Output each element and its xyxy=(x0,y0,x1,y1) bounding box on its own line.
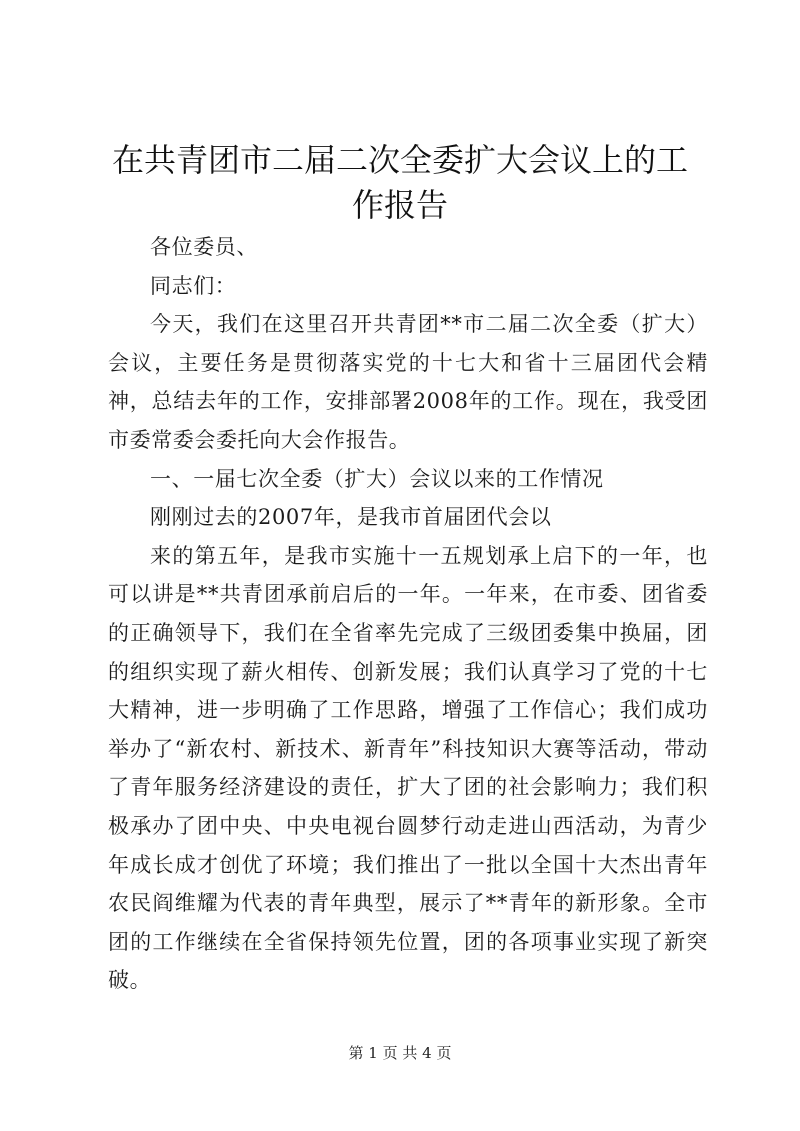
section-heading: 一、一届七次全委（扩大）会议以来的工作情况 xyxy=(150,466,604,491)
document-title: 在共青团市二届二次全委扩大会议上的工作报告 xyxy=(111,141,688,224)
body-paragraph: 来的第五年，是我市实施十一五规划承上启下的一年，也可以讲是**共青团承前启后的一年。一年来，在市委、团省委的正确领导下，我们在全省率先完成了三级团委集中换届，团的组织实现了薪火相传、创新发展；我们认真学习了党的十七大精神，进一步明确了工作思路，增强了工作信心；我们成功举办了“新农村、新技术、新青年”科技知识大赛等活动，带动了青年服务经济建设的责任，扩大了团的社会影响力；我们积极承办了团中央、中央电视台圆梦行动走进山西活动，为青少年成长成才创优了环境；我们推出了一批以全国十大杰出青年农民阎维耀为代表的青年典型，展示了**青年的新形象。全市团的工作继续在全省保持领先位置，团的各项事业实现了新突破。 xyxy=(108,543,708,993)
document-body xyxy=(108,228,708,1000)
paragraph-fragment: 刚刚过去的2007年，是我市首届团代会以 xyxy=(150,505,552,530)
intro-paragraph: 今天，我们在这里召开共青团**市二届二次全委（扩大）会议，主要任务是贯彻落实党的十七大和省十三届团代会精神，总结去年的工作，安排部署2008年的工作。现在，我受团市委常委会委托向大会作报告。 xyxy=(108,312,708,452)
page-footer: 第 1 页 共 4 页 xyxy=(348,1044,452,1062)
salutation-line-1: 各位委员、 xyxy=(150,235,258,259)
salutation-line-2: 同志们： xyxy=(150,273,237,298)
